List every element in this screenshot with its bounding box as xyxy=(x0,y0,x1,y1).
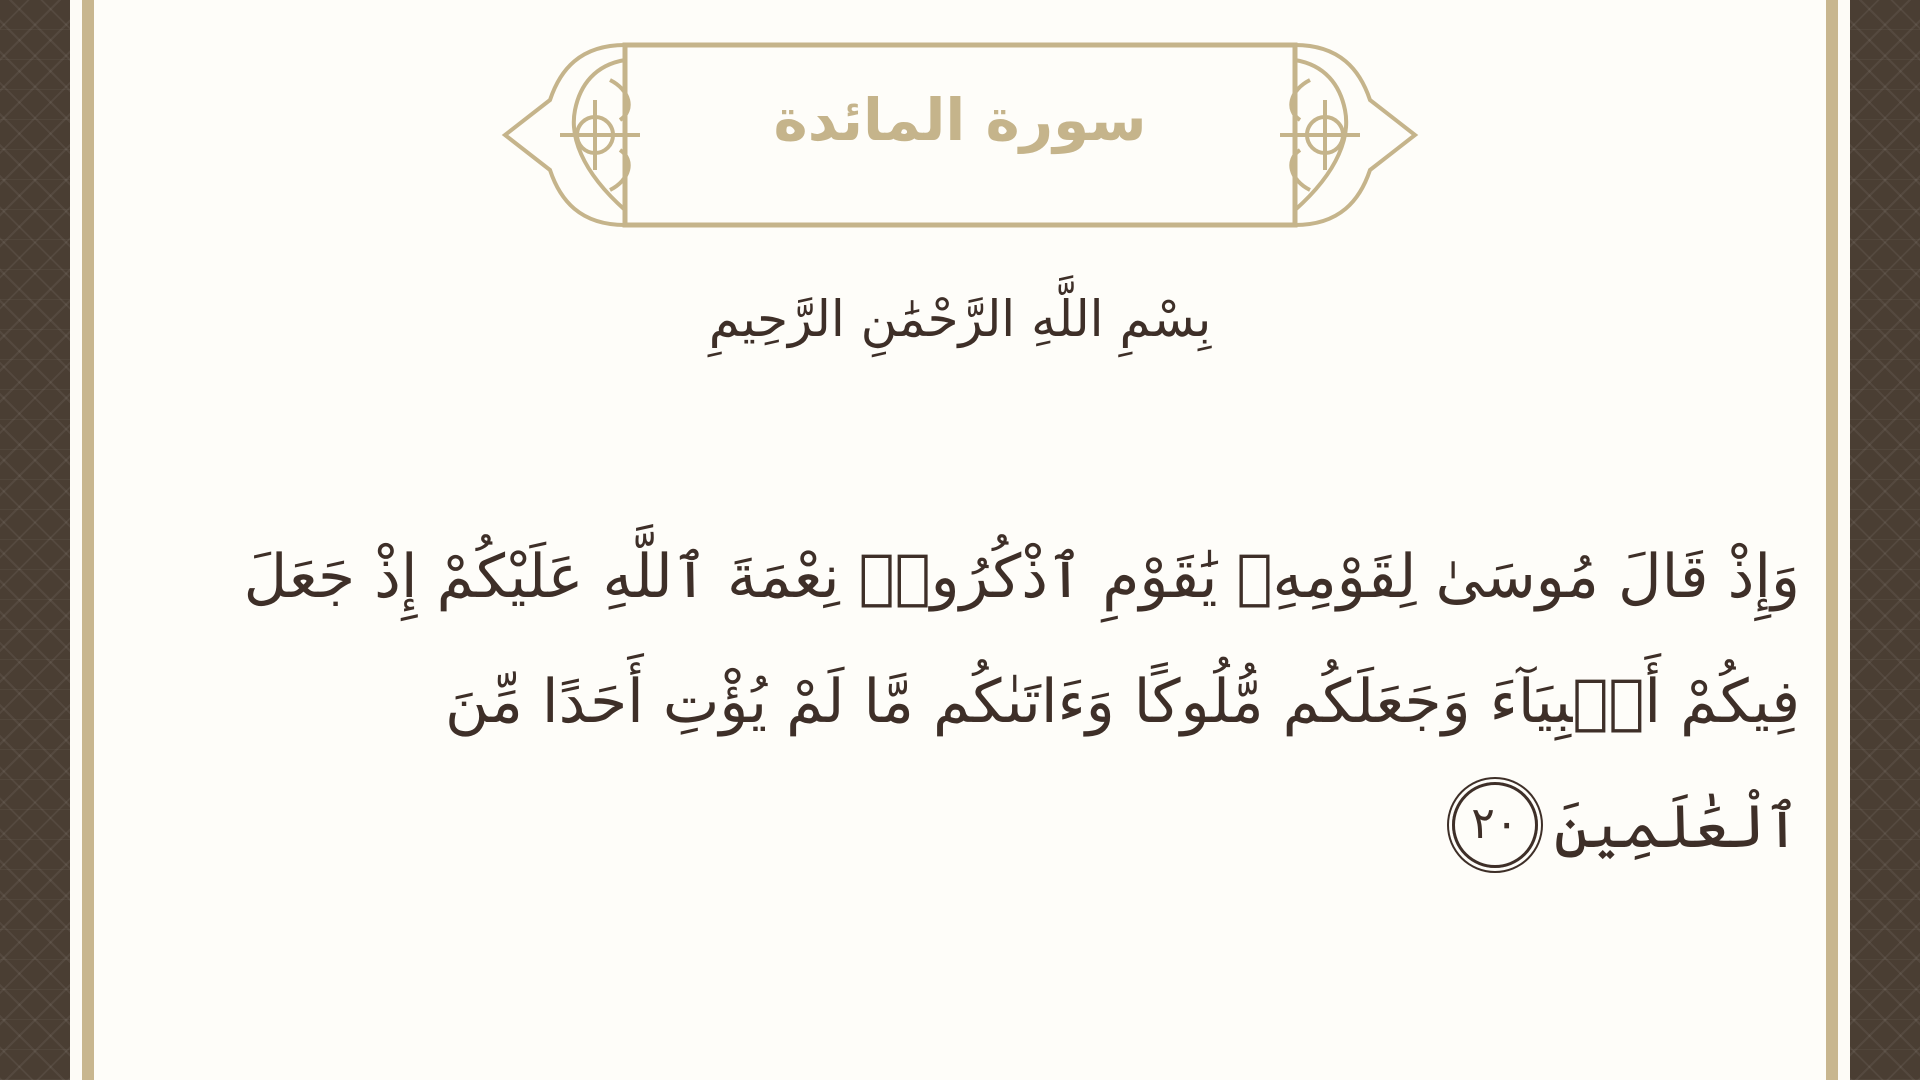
surah-header-frame xyxy=(500,40,1420,230)
verse-line-1: وَإِذْ قَالَ مُوسَىٰ لِقَوْمِهِۦ يَٰقَوْمِ ٱذْكُرُوا۟ نِعْمَةَ ٱللَّهِ عَلَيْكُمْ إِذْ جَعَلَ xyxy=(243,542,1800,612)
verse-line-3 xyxy=(350,765,1800,890)
verse-line-3-text: ٱلْعَٰلَمِينَ xyxy=(1553,792,1800,862)
verse-line-2: فِيكُمْ أَنۢبِيَآءَ وَجَعَلَكُم مُّلُوكًا وَءَاتَىٰكُم مَّا لَمْ يُؤْتِ أَحَدًا مِّنَ xyxy=(445,667,1800,737)
ayah-number-marker: ٢٠ xyxy=(1452,782,1538,868)
verse-text xyxy=(243,515,1800,890)
basmala: بِسْمِ اللَّهِ الرَّحْمَٰنِ الرَّحِيمِ xyxy=(708,290,1212,348)
right-gold-rule xyxy=(1826,0,1838,1080)
right-ornamental-border xyxy=(1850,0,1920,1080)
surah-title: سورة المائدة xyxy=(773,86,1147,154)
left-ornamental-border xyxy=(0,0,70,1080)
left-gold-rule xyxy=(82,0,94,1080)
